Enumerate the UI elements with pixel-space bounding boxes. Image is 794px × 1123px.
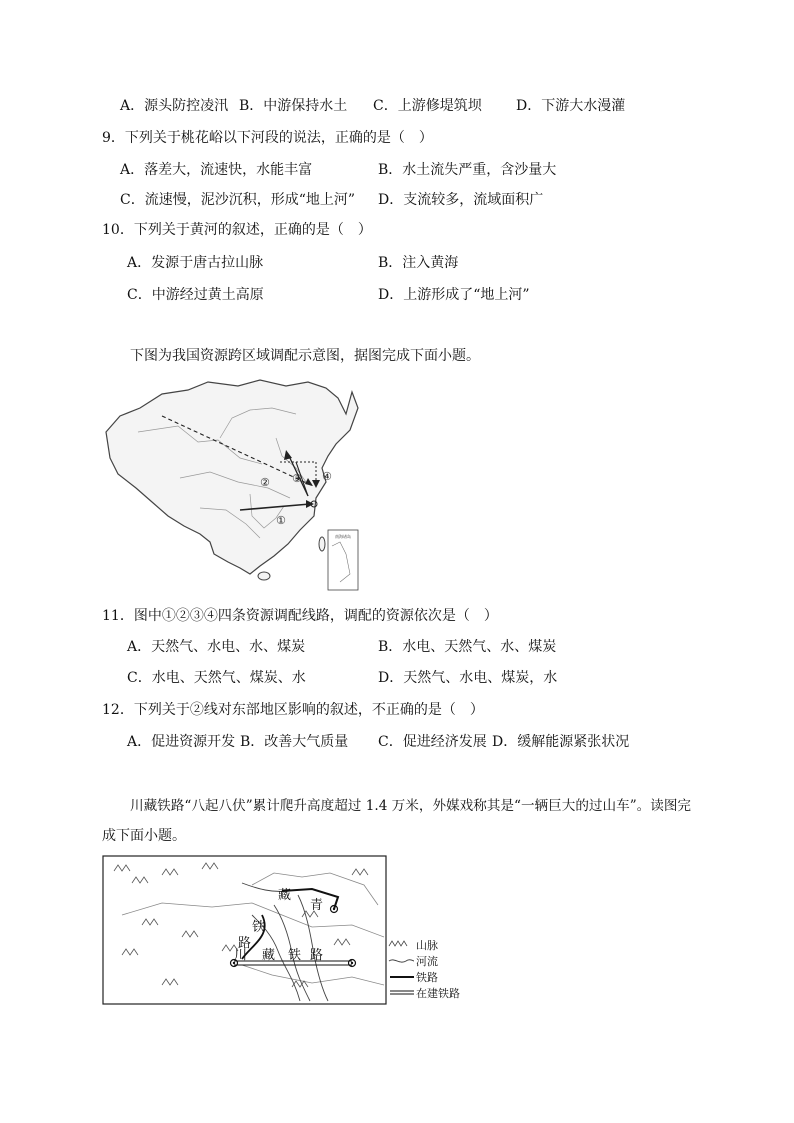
railway-map-svg: [102, 855, 462, 1005]
q11-option-d: D．天然气、水电、煤炭，水: [378, 670, 558, 686]
china-map-svg: [100, 378, 360, 592]
intro-railway-line1: 川藏铁路“八起八伏”累计爬升高度超过 1.4 万米，外媒戏称其是“一辆巨大的过山车”。读图完: [130, 798, 692, 814]
q11-option-c: C．水电、天然气、煤炭、水: [127, 670, 306, 686]
legend-building: 在建铁路: [416, 987, 460, 1000]
q11-option-a: A．天然气、水电、水、煤炭: [127, 639, 306, 655]
legend-mountain: 山脉: [416, 939, 438, 952]
label-lu: 路: [238, 936, 252, 951]
q9-option-a: A．落差大，流速快，水能丰富: [120, 162, 313, 178]
q10-option-a: A．发源于唐古拉山脉: [127, 255, 264, 271]
q11-stem: 11．图中①②③④四条资源调配线路，调配的资源依次是（ ）: [102, 608, 498, 624]
china-resource-map: [100, 378, 360, 592]
route-label-3: ③: [292, 472, 302, 485]
q12-option-d: D．缓解能源紧张状况: [492, 734, 630, 750]
q9-stem: 9．下列关于桃花峪以下河段的说法，正确的是（ ）: [102, 130, 433, 146]
q12-option-a: A．促进资源开发: [127, 734, 236, 750]
q11-option-b: B．水电、天然气、水、煤炭: [378, 639, 557, 655]
q8-option-d: D．下游大水漫灌: [516, 98, 626, 114]
q12-stem: 12．下列关于②线对东部地区影响的叙述，不正确的是（ ）: [102, 702, 484, 718]
label-zang2: 藏: [262, 948, 276, 963]
legend-railway: 铁路: [416, 971, 438, 984]
q8-option-a: A．源头防控凌汛: [120, 98, 229, 114]
q8-option-b: B．中游保持水土: [239, 98, 348, 114]
south-china-sea-inset: [328, 530, 358, 590]
intro-resource-map: 下图为我国资源跨区域调配示意图，据图完成下面小题。: [130, 348, 480, 364]
inset-label: 南海诸岛: [335, 534, 351, 539]
q10-option-b: B．注入黄海: [378, 255, 459, 271]
label-lu2: 路: [310, 948, 324, 963]
legend-river: 河流: [416, 955, 438, 968]
label-tie: 铁: [252, 920, 266, 935]
legend-river-icon: [389, 960, 414, 962]
route-label-1: ①: [276, 514, 286, 527]
q8-option-c: C．上游修堤筑坝: [373, 98, 482, 114]
sichuan-tibet-railway-map: [102, 855, 462, 1005]
legend-mountain-icon: [389, 941, 407, 946]
q10-option-d: D．上游形成了“地上河”: [378, 287, 530, 303]
q12-option-b: B．改善大气质量: [240, 734, 349, 750]
map-legend: [389, 939, 460, 1000]
route-label-4: ④: [322, 470, 332, 483]
label-tie2: 铁: [288, 948, 302, 963]
route-label-2: ②: [260, 476, 270, 489]
label-chuan: 川: [234, 948, 248, 963]
label-qing: 青: [310, 898, 324, 913]
intro-railway-line2: 成下面小题。: [102, 828, 186, 844]
q10-option-c: C．中游经过黄土高原: [127, 287, 264, 303]
q12-option-c: C．促进经济发展: [378, 734, 487, 750]
q9-option-b: B．水土流失严重，含沙量大: [378, 162, 557, 178]
q9-option-d: D．支流较多，流域面积广: [378, 192, 544, 208]
q10-stem: 10．下列关于黄河的叙述，正确的是（ ）: [102, 222, 372, 238]
label-zang: 藏: [278, 888, 292, 903]
q9-option-c: C．流速慢，泥沙沉积，形成“地上河”: [120, 192, 356, 208]
